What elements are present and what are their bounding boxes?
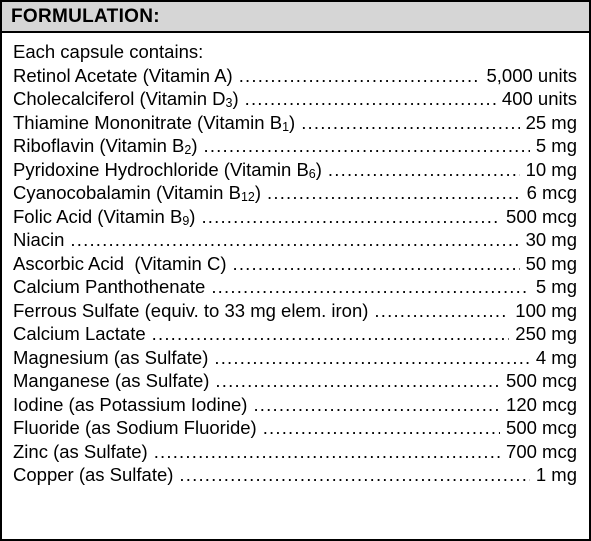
- ingredient-row: [13, 87, 577, 111]
- ingredient-amount: 5,000 units: [486, 64, 577, 86]
- ingredient-row: [13, 158, 577, 182]
- dot-leader: [204, 134, 530, 158]
- ingredient-row: [13, 275, 577, 299]
- ingredient-row: [13, 181, 577, 205]
- dot-leader: [253, 393, 500, 417]
- dot-leader: [211, 275, 530, 299]
- ingredient-amount: 50 mg: [525, 252, 577, 274]
- ingredient-amount: 120 mcg: [506, 393, 577, 415]
- ingredient-amount: 6 mcg: [526, 182, 577, 203]
- dot-leader: [154, 440, 500, 464]
- ingredient-list: [13, 64, 577, 487]
- ingredient-name: Calcium Panthothenate: [13, 276, 206, 297]
- ingredient-name: Fluoride (as Sodium Fluoride): [13, 417, 257, 438]
- ingredient-name: Manganese (as Sulfate): [13, 370, 210, 391]
- ingredient-name: Cholecalciferol (Vitamin $D_3$): [13, 88, 239, 110]
- ingredient-row: [13, 440, 577, 464]
- ingredient-name: Magnesium (as Sulfate): [13, 346, 209, 368]
- ingredient-name: Retinol Acetate (Vitamin A): [13, 64, 233, 86]
- formulation-body: [2, 33, 589, 487]
- capsule-intro: Each capsule contains:: [13, 41, 204, 62]
- dot-leader: [215, 369, 500, 393]
- ingredient-row: [13, 346, 577, 370]
- ingredient-row: [13, 369, 577, 393]
- dot-leader: [374, 299, 509, 323]
- ingredient-name: Copper (as Sulfate): [13, 464, 174, 485]
- dot-leader: [201, 205, 500, 229]
- ingredient-name: Folic Acid (Vitamin $B_9$): [13, 205, 196, 228]
- ingredient-amount: 5 mg: [535, 135, 577, 156]
- ingredient-row: [13, 228, 577, 252]
- dot-leader: [179, 463, 529, 487]
- ingredient-amount: 10 mg: [525, 158, 577, 180]
- formulation-title: FORMULATION:: [11, 5, 160, 27]
- dot-leader: [70, 228, 519, 252]
- ingredient-name: Iodine (as Potassium Iodine): [13, 393, 248, 415]
- ingredient-name: Cyanocobalamin (Vitamin $B_{12}$): [13, 182, 262, 204]
- ingredient-amount: 700 mcg: [506, 440, 577, 462]
- dot-leader: [245, 87, 496, 111]
- dot-leader: [328, 158, 520, 182]
- ingredient-amount: 500 mcg: [506, 205, 577, 227]
- ingredient-row: [13, 416, 577, 440]
- ingredient-amount: 250 mg: [515, 323, 577, 344]
- ingredient-row: [13, 205, 577, 229]
- ingredient-name: Zinc (as Sulfate): [13, 440, 148, 462]
- ingredient-amount: 500 mcg: [506, 417, 577, 438]
- ingredient-row: [13, 134, 577, 158]
- ingredient-amount: 4 mg: [535, 346, 577, 368]
- ingredient-name: Riboflavin (Vitamin $B_2$): [13, 135, 198, 157]
- formulation-header: [2, 2, 589, 33]
- ingredient-name: Thiamine Mononitrate (Vitamin $B_1$): [13, 111, 296, 134]
- ingredient-amount: 400 units: [501, 88, 577, 109]
- ingredient-row: [13, 111, 577, 135]
- ingredient-row: [13, 322, 577, 346]
- dot-leader: [239, 64, 481, 88]
- ingredient-amount: 500 mcg: [506, 370, 577, 391]
- ingredient-name: Ascorbic Acid (Vitamin C): [13, 252, 227, 274]
- ingredient-amount: 5 mg: [535, 276, 577, 297]
- ingredient-row: [13, 299, 577, 323]
- ingredient-row: [13, 393, 577, 417]
- dot-leader: [263, 416, 500, 440]
- dot-leader: [152, 322, 510, 346]
- ingredient-amount: 100 mg: [515, 299, 577, 321]
- dot-leader: [301, 111, 519, 135]
- ingredient-name: Calcium Lactate: [13, 323, 146, 344]
- ingredient-amount: 1 mg: [535, 464, 577, 485]
- dot-leader: [233, 252, 520, 276]
- dot-leader: [267, 181, 521, 205]
- ingredient-amount: 30 mg: [525, 229, 577, 250]
- ingredient-name: Niacin: [13, 229, 65, 250]
- ingredient-row: [13, 64, 577, 88]
- ingredient-name: Pyridoxine Hydrochloride (Vitamin $B_6$): [13, 158, 322, 181]
- dot-leader: [214, 346, 529, 370]
- ingredient-amount: 25 mg: [525, 111, 577, 133]
- ingredient-row: [13, 463, 577, 487]
- ingredient-name: Ferrous Sulfate (equiv. to 33 mg elem. iron): [13, 299, 369, 321]
- ingredient-row: [13, 252, 577, 276]
